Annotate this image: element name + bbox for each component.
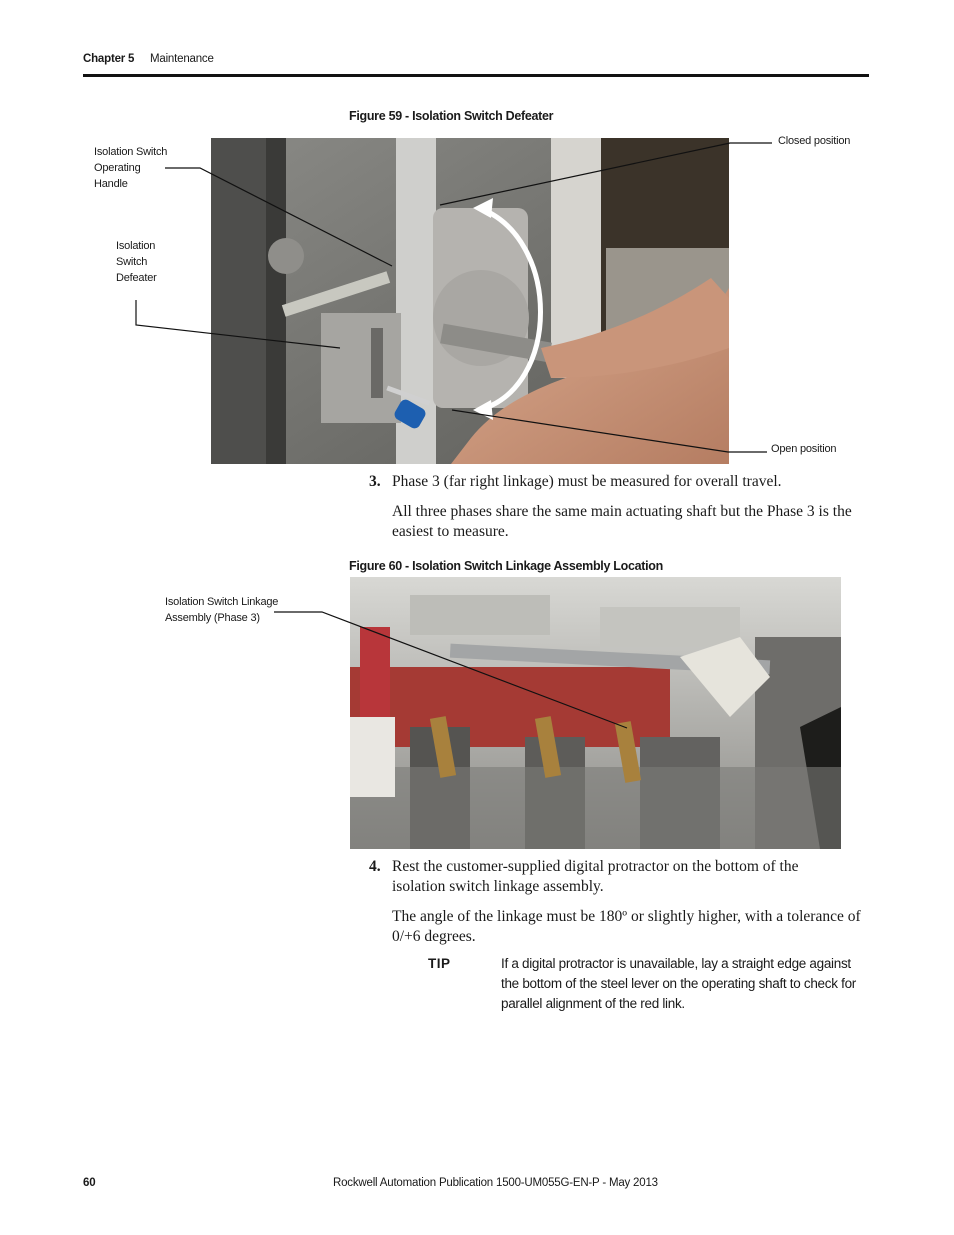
- callout-open-position: Open position: [771, 443, 837, 455]
- callout-linkage-assembly: Isolation Switch Linkage Assembly (Phase 3): [165, 596, 279, 624]
- figure-59-caption: Figure 59 - Isolation Switch Defeater: [349, 109, 554, 123]
- tip-text: If a digital protractor is unavailable, lay a straight edge against the bottom of the steel lever on the operating shaft to check for parallel alignment of the red link.: [501, 956, 856, 1011]
- chapter-label: Chapter 5: [83, 53, 135, 65]
- figure-60-caption: Figure 60 - Isolation Switch Linkage Assembly Location: [349, 559, 663, 573]
- step-3-text: Phase 3 (far right linkage) must be measured for overall travel.: [392, 473, 782, 490]
- page-number: 60: [83, 1177, 96, 1189]
- publication-info: Rockwell Automation Publication 1500-UM055G-EN-P - May 2013: [333, 1177, 658, 1189]
- callout-operating-handle: Isolation Switch Operating Handle: [94, 146, 168, 190]
- tip-label: TIP: [428, 956, 451, 971]
- section-title: Maintenance: [150, 53, 214, 65]
- step-4-number: 4.: [369, 858, 381, 875]
- step-4-note: The angle of the linkage must be 180º or slightly higher, with a tolerance of 0/+6 degrees.: [392, 908, 861, 945]
- figure-60-leader-line: [0, 580, 954, 780]
- step-4-text: Rest the customer-supplied digital protractor on the bottom of the isolation switch linkage assembly.: [392, 858, 799, 895]
- callout-closed-position: Closed position: [778, 135, 851, 147]
- step-3-note: All three phases share the same main actuating shaft but the Phase 3 is the easiest to measure.: [392, 503, 852, 540]
- step-3-number: 3.: [369, 473, 381, 490]
- callout-defeater: Isolation Switch Defeater: [116, 240, 157, 284]
